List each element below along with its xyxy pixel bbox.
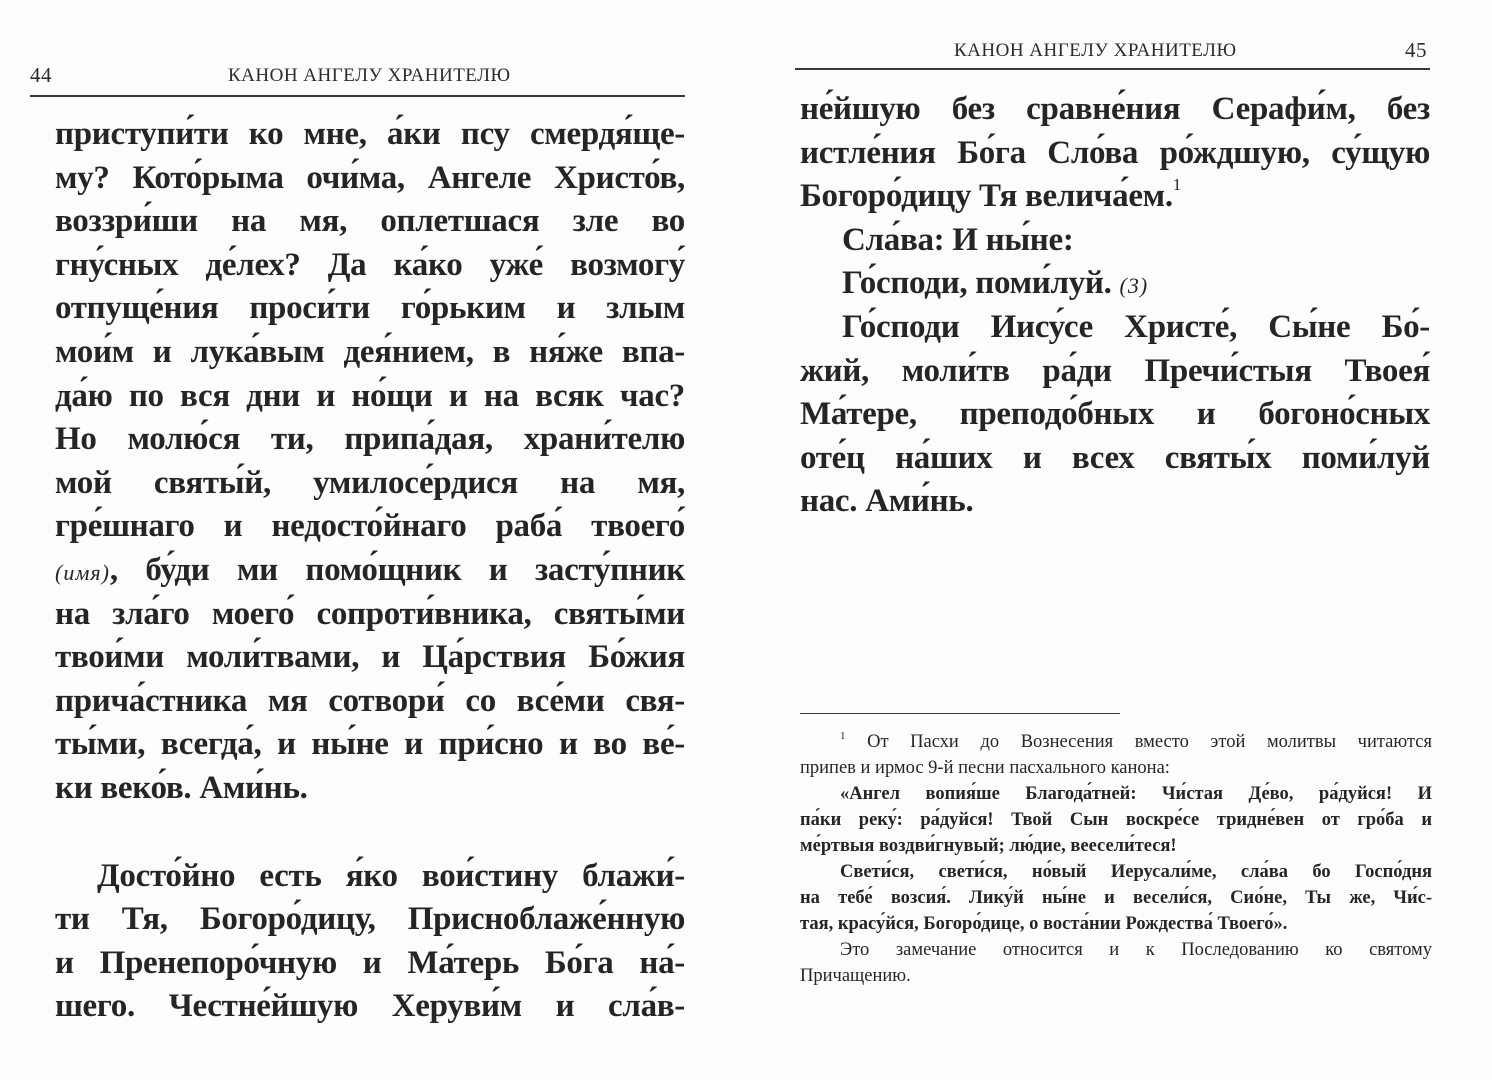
right-page: [746, 0, 1492, 1080]
text-line: [55, 244, 685, 288]
footnote-reference: 1: [1172, 175, 1181, 195]
text-line: [55, 636, 685, 680]
text-line: [55, 680, 685, 724]
body-text: [55, 113, 685, 1029]
line-text: От Пасхи до Вознесения вместо этой молитвы читаются: [845, 732, 1432, 752]
line-text: Го́споди Иису́се Христе́, Сы́не Бо́-: [842, 308, 1430, 345]
line-text: Досто́йно есть я́ко вои́стину блажи́-: [97, 857, 685, 894]
text-line: [800, 807, 1432, 833]
line-text: твои́ми моли́твами, и Ца́рствия Бо́жия: [55, 639, 685, 676]
line-text: отпуще́ния проси́ти го́рьким и злым: [55, 290, 685, 327]
line-text: Сла́ва: И ны́не:: [842, 221, 1074, 258]
line-text: Но молю́ся ти, припа́дая, храни́телю: [55, 421, 685, 458]
page-number: 45: [1405, 38, 1427, 62]
line-text: приступи́ти ко мне, а́ки псу смердя́ще-: [55, 116, 685, 152]
line-text: ти Тя, Богоро́дицу, Присноблаже́нную: [55, 901, 685, 938]
header-rule: [30, 95, 685, 97]
line-text: му? Кото́рыма очи́ма, Ангеле Христо́в,: [55, 159, 685, 196]
page-number: 44: [30, 63, 52, 87]
text-line: [800, 350, 1430, 394]
line-text: нас. Ами́нь.: [800, 483, 974, 520]
line-text: Го́споди, поми́луй.: [842, 265, 1120, 302]
running-title: КАНОН АНГЕЛУ ХРАНИТЕЛЮ: [228, 65, 511, 86]
text-line: [800, 262, 1430, 306]
text-line: [55, 157, 685, 201]
text-line: [800, 781, 1432, 807]
text-line: [55, 593, 685, 637]
line-text: ме́ртвыя воздви́гнувый; лю́дие, веесели́теся!: [800, 836, 1177, 856]
text-line: [800, 911, 1432, 937]
line-text: жий, моли́тв ра́ди Пречи́стыя Твоея́: [800, 352, 1430, 389]
text-line: [55, 855, 685, 899]
text-line: [55, 505, 685, 549]
text-line: [55, 331, 685, 375]
line-text: гну́сных де́лех? Да ка́ко уже́ возмогу́: [55, 246, 685, 283]
text-line: [55, 942, 685, 986]
name-placeholder: (имя): [55, 559, 110, 585]
line-text: не́йшую без сравне́ния Серафи́м, без: [800, 91, 1430, 127]
text-line: [800, 480, 1430, 524]
line-text: Богоро́дицу Тя велича́ем.: [800, 178, 1173, 215]
line-text: ты́ми, всегда́, и ны́не и при́сно и во ве́-: [55, 726, 685, 763]
text-line: [55, 418, 685, 462]
text-line: [800, 833, 1432, 859]
footnote-marker: 1: [840, 730, 846, 742]
repeat-count: (3): [1119, 273, 1149, 299]
line-text: мой святы́й, умилосе́рдися на мя,: [55, 464, 685, 501]
line-text: истле́ния Бо́га Сло́ва ро́ждшую, су́щую: [800, 134, 1430, 171]
text-line: [800, 175, 1430, 219]
text-line: [55, 462, 685, 506]
line-text: воззри́ши на мя, оплетшася зле во: [55, 203, 685, 240]
body-text: [800, 88, 1430, 524]
running-title: КАНОН АНГЕЛУ ХРАНИТЕЛЮ: [954, 40, 1237, 61]
text-line: [800, 937, 1432, 963]
line-text: и Пренепоро́чную и Ма́терь Бо́га на́-: [55, 944, 685, 981]
text-line: [800, 306, 1430, 350]
line-text: да́ю по вся дни и но́щи и на всяк час?: [55, 377, 685, 414]
footnote: [800, 729, 1432, 989]
line-text: ки веко́в. Ами́нь.: [55, 769, 308, 806]
text-line: [800, 755, 1432, 781]
line-text: Свети́ся, свети́ся, но́вый Иерусали́ме, сла́ва бо Госпо́дня: [840, 862, 1432, 882]
text-line: [55, 985, 685, 1029]
text-line: [55, 767, 685, 811]
text-line: [55, 723, 685, 767]
line-text: на зла́го моего́ сопроти́вника, святы́ми: [55, 595, 685, 632]
text-line: [55, 287, 685, 331]
text-line: [800, 132, 1430, 176]
line-text: на тебе́ возсия́. Лику́й ны́не и весели́ся, Сио́не, Ты же, Чи́с-: [800, 888, 1432, 908]
line-text: Причащению.: [800, 966, 911, 986]
line-text: тая, красу́йся, Богоро́дице, о воста́нии Рождества́ Твоего́».: [800, 914, 1288, 934]
line-text: «Ангел вопия́ше Благода́тней: Чи́стая Де́во, ра́дуйся! И: [840, 784, 1432, 804]
text-line: [800, 963, 1432, 989]
text-line: [55, 200, 685, 244]
line-text: мои́м и лука́вым дея́нием, в ня́же впа-: [55, 333, 685, 370]
text-line: [55, 549, 685, 593]
line-text: па́ки реку́: ра́дуйся! Твой Сын воскре́се тридне́вен от гро́ба и: [800, 810, 1432, 830]
text-line: [800, 885, 1432, 911]
text-line: [55, 113, 685, 157]
line-text: припев и ирмос 9-й песни пасхального канона:: [800, 758, 1170, 778]
text-line: [800, 859, 1432, 885]
footnote-rule: [800, 713, 1120, 714]
text-line: [800, 393, 1430, 437]
line-text: шего. Честне́йшую Херуви́м и сла́в-: [55, 988, 685, 1025]
header-rule: [795, 68, 1430, 70]
line-text: Ма́тере, преподо́бных и богоно́сных: [800, 396, 1430, 433]
line-text: прича́стника мя сотвори́ со все́ми свя-: [55, 682, 685, 719]
text-line: [800, 729, 1432, 755]
text-line: [800, 88, 1430, 132]
text-line: [55, 898, 685, 942]
line-text: гре́шнаго и недосто́йнаго раба́ твоего́: [55, 508, 685, 545]
line-text: оте́ц на́ших и всех святы́х поми́луй: [800, 439, 1430, 476]
text-line: [800, 437, 1430, 481]
text-line: [800, 219, 1430, 263]
line-text: , бу́ди ми помо́щник и засту́пник: [109, 551, 685, 588]
line-text: Это замечание относится и к Последованию ко святому: [840, 940, 1432, 960]
text-line: [55, 375, 685, 419]
